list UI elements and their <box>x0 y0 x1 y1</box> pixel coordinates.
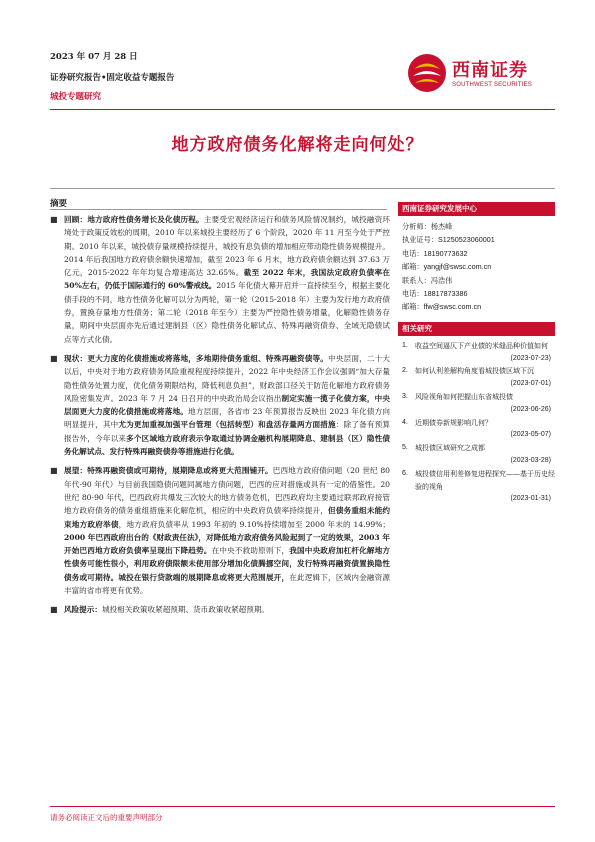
abstract-paragraph <box>50 603 390 616</box>
bullet-icon: ■ <box>50 605 58 615</box>
abstract-paragraph <box>50 464 390 597</box>
license-row <box>402 233 555 246</box>
body-text: ：除了备有预算报告外，今年以来 <box>64 420 391 443</box>
email-value[interactable]: yangjf@swsc.com.cn <box>423 262 492 272</box>
bullet-icon: ■ <box>50 353 58 363</box>
related-research-item[interactable] <box>402 468 555 506</box>
logo-emblem-icon <box>406 52 448 94</box>
body-text: 中央层面，二十大以后，中央对于地方政府债务风险重视程度持续提升，2022 年中央经济工作会议强调“加大存量隐性债务处置力度，优化债务期限结构，降低利息负担”，财政部口径关于防范化解地方政府债务风险密集发声。2023 年 7 月 24 日召开的中央政治局会议指出 <box>64 353 391 403</box>
contact-email-row <box>402 300 555 313</box>
body-text: 在此逻辑下，区域内金融资源丰富的省市将更有优势。 <box>64 572 391 596</box>
phone-row <box>402 247 555 260</box>
header-divider <box>50 109 555 110</box>
bullet-icon: ■ <box>50 215 58 224</box>
logo-name-cn: 西南证券 <box>452 60 528 81</box>
bullet-icon: ■ <box>50 466 58 476</box>
abstract-divider <box>50 209 387 210</box>
related-item-title: 近期债券新规影响几何？ <box>415 418 492 427</box>
contact-phone-label: 电话： <box>402 289 424 299</box>
contact-label: 联系人： <box>402 275 431 285</box>
related-item-number: 1. <box>402 341 408 349</box>
related-item-date: (2023-01-31) <box>510 495 551 503</box>
related-item-title: 城投债信用利差修复进程探究——基于历史经验的视角 <box>415 469 555 491</box>
related-item-number: 5. <box>402 444 408 452</box>
phone-label: 电话： <box>402 248 424 258</box>
related-item-date: (2023-06-26) <box>510 405 551 413</box>
body-text: ，地方政府负债率从 1993 年初的 9.10%持续增加至 2000 年末的 14.99%； <box>118 519 391 529</box>
title-divider <box>50 188 555 189</box>
report-title: 地方政府债务化解将走向何处？ <box>171 135 424 155</box>
related-item-date: (2023-03-28) <box>510 457 551 465</box>
body-text: 在中央不救助原则下， <box>211 546 290 556</box>
highlight-text: 我国中央政府加杠杆化解地方性债务可能性很小，利用政府债限额未使用部分增加化债腾挪空间，发行特殊再融资债置换隐性债务或可期待。城投在银行贷款端的展期降息或将更大范围展开， <box>64 546 391 582</box>
abstract-body <box>50 213 390 617</box>
related-research-item[interactable] <box>402 442 555 468</box>
footer-divider <box>50 806 555 807</box>
analyst-label: 分析师： <box>402 222 431 231</box>
body-text: 巴西地方政府债问题（20 世纪 80 年代-90 年代）与目前我国隐债问题同属地方债问题，巴西的应对措施或具有一定的借鉴性。20 世纪 80-90 年代，巴西政府共爆发三次较大的地方债务危机，巴西政府均主要通过联邦政府接管地方政府债务的债务重组措施来化解危机，相应的中央政府负债率持续提升， <box>64 466 391 516</box>
highlight-text: 制定实施一揽子化债方案，中央层面更大力度的化债措施或将落地。 <box>64 393 390 417</box>
abstract-paragraph <box>50 213 390 346</box>
related-research-item[interactable] <box>402 365 555 391</box>
body-text: 地方层面，各省市 23 年预算报告反映出 2023 年化债方向明显提升，其中 <box>64 407 390 430</box>
related-item-number: 6. <box>402 469 408 477</box>
related-item-date: (2023-07-23) <box>510 354 551 362</box>
related-item-number: 2. <box>402 367 408 375</box>
highlight-text: 多个区域地方政府表示争取通过协调金融机构展期降息、建制县（区）隐性债务化解试点、发行特殊再融资债券等措施进行化债。 <box>64 433 391 457</box>
related-item-number: 3. <box>402 393 408 401</box>
contact-email-value[interactable]: ffw@swsc.com.cn <box>423 302 482 312</box>
sidebar <box>398 202 555 506</box>
related-item-title: 收益空间逼仄下产业债的米缝品种价值如何 <box>415 341 548 350</box>
abstract-heading: 摘要 <box>50 199 68 209</box>
related-research-list <box>398 340 555 506</box>
report-type: 证券研究报告•固定收益专题报告 <box>50 73 175 83</box>
contact-row <box>402 274 555 287</box>
related-research-item[interactable] <box>402 340 555 366</box>
research-center-heading: 西南证券研究发展中心 <box>398 202 555 216</box>
company-logo <box>404 50 554 96</box>
highlight-text: 但债务重组未能约束地方政府举债 <box>64 506 391 529</box>
phone-value: 18190773632 <box>423 248 468 258</box>
related-research-item[interactable] <box>402 417 555 443</box>
related-item-title: 如何认利差解构角度看城投债区域下沉 <box>415 367 534 376</box>
body-text: 城投相关政策收紧超预期、货币政策收紧超预期。 <box>101 605 270 615</box>
license-label: 执业证号： <box>402 235 438 245</box>
contact-name: 冯浩伟 <box>430 275 453 285</box>
report-subtitle: 城投专题研究 <box>50 92 102 102</box>
paragraph-label: 现状： <box>64 353 88 363</box>
highlight-text: 尤为更加重视加强平台管理（包括转型）和盘活存量两方面措施 <box>118 420 336 430</box>
paragraph-label: 回顾： <box>64 215 88 224</box>
related-research-item[interactable] <box>402 391 555 417</box>
related-item-title: 城投债区域研究之成都 <box>415 444 485 453</box>
related-item-number: 4. <box>402 418 408 426</box>
contact-phone-row <box>402 287 555 300</box>
analyst-name: 杨杰峰 <box>430 222 453 231</box>
paragraph-label: 展望： <box>64 466 88 476</box>
related-item-title: 风险视角如何把握山东省城投债 <box>415 393 513 402</box>
related-research-heading: 相关研究 <box>398 322 555 336</box>
email-label: 邮箱： <box>402 262 424 272</box>
report-date: 2023 年 07 月 28 日 <box>50 52 138 62</box>
contact-phone-value: 18817873386 <box>423 289 468 299</box>
analyst-row <box>402 220 555 233</box>
license-value: S1250523060001 <box>437 235 495 245</box>
highlight-text: 特殊再融资债或可期待，展期降息或将更大范围铺开。 <box>87 466 273 476</box>
related-item-date: (2023-07-01) <box>510 380 551 388</box>
highlight-text: 更大力度的化债措施或将落地，多地期待债务重组、特殊再融资债等。 <box>87 353 329 363</box>
highlight-text: 2000 年巴西政府出台的《财政责任法》，对降低地方政府债务风险起到了一定的效果，2003 年开始巴西地方政府负债率呈现出下降趋势。 <box>64 532 390 556</box>
abstract-paragraph <box>50 352 390 458</box>
contact-email-label: 邮箱： <box>402 302 424 312</box>
paragraph-label: 风险提示： <box>64 605 102 615</box>
footer-disclaimer: 请务必阅读正文后的重要声明部分 <box>50 813 163 822</box>
email-row <box>402 260 555 273</box>
body-text: 2015 年化债大幕开启并一直持续至今，根据主要化债手段的不同，地方性债务化解可以分为两轮，第一轮（2015-2018 年）主要为发行地方政府债券，置换存量地方性债务；第二轮（2018 年至今）主要为严控隐性债务增量，化解隐性债务存量，期间中央层面亦先后通过建制县（区）隐性债务化解试点、特殊再融资债券、全域无隐债试点等方式化债。 <box>64 281 390 344</box>
highlight-text: 截至 2022 年末，我国法定政府负债率在 50%左右，仍低于国际通行的 60%警戒线。 <box>64 268 391 291</box>
logo-name-en: SOUTHWEST SECURITIES <box>452 82 532 88</box>
highlight-text: 地方政府性债务增长及化债历程。 <box>87 215 204 224</box>
related-item-date: (2023-05-07) <box>510 431 551 439</box>
analyst-info <box>398 220 555 314</box>
body-text: 主要受宏观经济运行和债务风险情况制约，城投融资环境处于政策反效松的周期，2010 年以来城投主要经历了 6 个阶段，2020 年 11 月至今处于严控期。2010 年以来，城投债存量规模持续提升，城投有息负债的增加相应带动隐性债务规模提升。2014 年后我国地方政府债余额快速增加，截至 2023 年 6 月末，地方政府债余额达到 37.63 万亿元，2015-2022 年年均复合增速高达 32.65%。 <box>64 215 391 278</box>
